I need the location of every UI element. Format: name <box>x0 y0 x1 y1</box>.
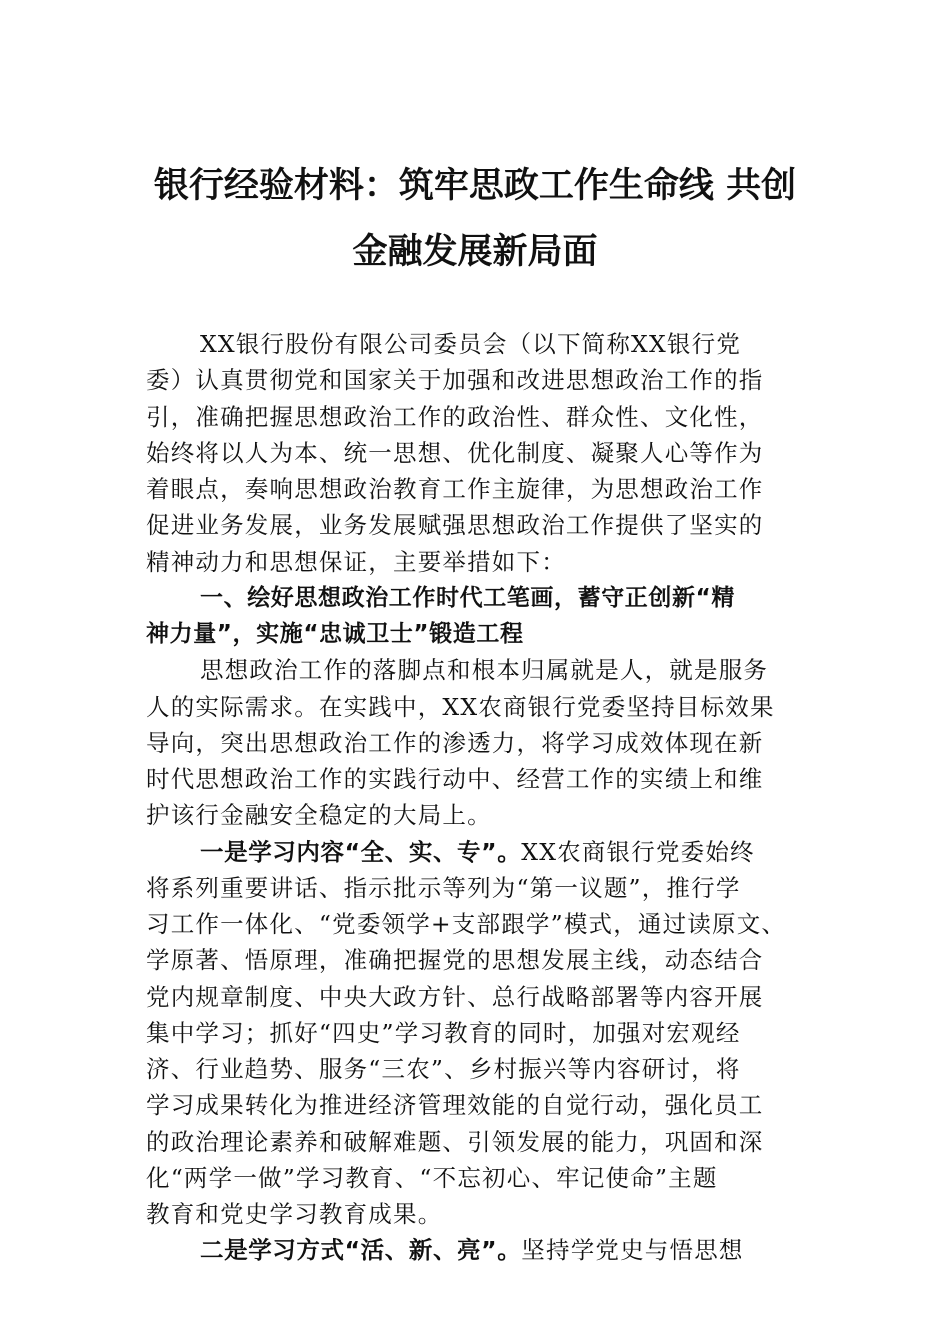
text-line: 始终将以人为本、统一思想、优化制度、凝聚人心等作为 <box>146 438 764 467</box>
study-method-first-line: 坚持学党史与悟思想 <box>521 1236 744 1265</box>
section-heading-1 <box>146 580 836 653</box>
text-line: 精神动力和思想保证，主要举措如下： <box>146 547 566 576</box>
intro-paragraph <box>146 326 836 580</box>
text-line <box>146 1232 836 1268</box>
text-line: 教育和党史学习教育成果。 <box>146 1200 443 1228</box>
document-body <box>146 326 836 1269</box>
study-method-paragraph <box>146 1232 836 1268</box>
text-line: 学习成果转化为推进经济管理效能的自觉行动，强化员工 <box>146 1091 764 1120</box>
text-line: 导向，突出思想政治工作的渗透力，将学习成效体现在新 <box>146 728 764 757</box>
study-method-lead: 二是学习方式“活、新、亮”。 <box>200 1236 522 1265</box>
section-1-paragraph <box>146 652 836 833</box>
study-content-lead: 一是学习内容“全、实、专”。 <box>200 837 522 866</box>
text-line: 委）认真贯彻党和国家关于加强和改进思想政治工作的指 <box>146 366 764 395</box>
text-line: 人的实际需求。在实践中，XX农商银行党委坚持目标效果 <box>146 692 775 721</box>
text-line: 化“两学一做”学习教育、“不忘初心、牢记使命”主题 <box>146 1163 718 1192</box>
text-line: 思想政治工作的落脚点和根本归属就是人，就是服务 <box>200 656 769 685</box>
text-line: 引，准确把握思想政治工作的政治性、群众性、文化性， <box>146 402 764 431</box>
text-line <box>146 834 836 870</box>
text-line: 促进业务发展，业务发展赋强思想政治工作提供了坚实的 <box>146 511 764 540</box>
study-content-first-line: XX农商银行党委始终 <box>521 837 755 866</box>
text-line: 的政治理论素养和破解难题、引领发展的能力，巩固和深 <box>146 1127 764 1156</box>
text-line: 济、行业趋势、服务“三农”、乡村振兴等内容研讨，将 <box>146 1055 741 1083</box>
text-line: 时代思想政治工作的实践行动中、经营工作的实绩上和维 <box>146 765 764 793</box>
text-line: XX银行股份有限公司委员会（以下简称XX银行党 <box>200 330 742 358</box>
text-line: 集中学习；抓好“四史”学习教育的同时，加强对宏观经 <box>146 1018 741 1047</box>
text-line: 学原著、悟原理，准确把握党的思想发展主线，动态结合 <box>146 946 764 975</box>
text-line: 护该行金融安全稳定的大局上。 <box>146 801 492 830</box>
text-line: 党内规章制度、中央大政方针、总行战略部署等内容开展 <box>146 982 764 1011</box>
document-title-line-1: 银行经验材料：筑牢思政工作生命线 共创 <box>153 166 797 206</box>
study-content-paragraph <box>146 834 836 1233</box>
text-line: 着眼点，奏响思想政治教育工作主旋律，为思想政治工作 <box>146 475 764 503</box>
text-line: 将系列重要讲话、指示批示等列为“第一议题”，推行学 <box>146 873 741 902</box>
text-line: 习工作一体化、“党委领学+支部跟学”模式，通过读原文、 <box>146 910 787 938</box>
heading-line: 一、绘好思想政治工作时代工笔画，蓄守正创新“精 <box>200 584 735 611</box>
document-title-line-2: 金融发展新局面 <box>352 232 598 272</box>
heading-line: 神力量”，实施“忠诚卫士”锻造工程 <box>146 621 524 647</box>
